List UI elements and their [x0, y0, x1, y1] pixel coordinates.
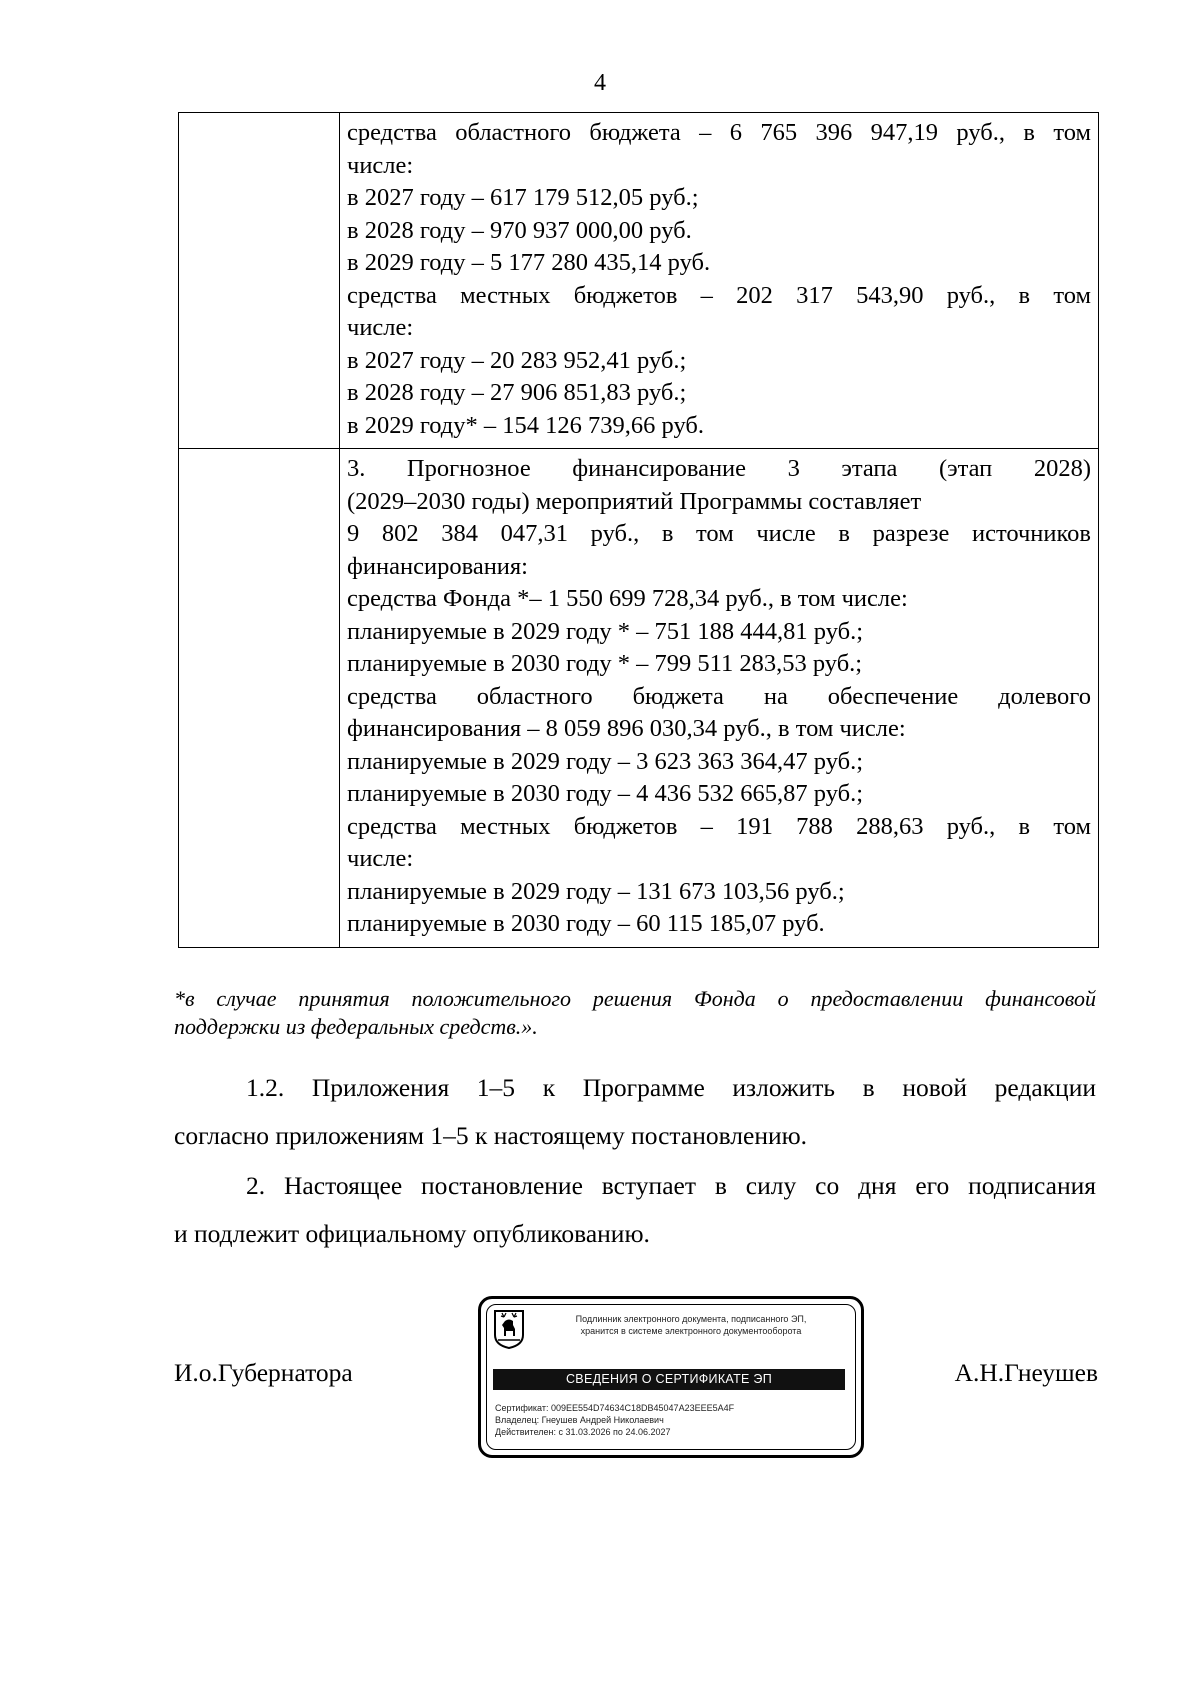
signatory-position: И.о.Губернатора — [174, 1358, 353, 1387]
stamp-header-line: Подлинник электронного документа, подписанного ЭП, — [575, 1314, 807, 1324]
table-line: в 2027 году – 617 179 512,05 руб.; — [347, 184, 699, 211]
paragraph-line: 2. Настоящее постановление вступает в силу со дня его подписания — [246, 1171, 1096, 1200]
page-number: 4 — [594, 70, 606, 96]
table-line: в 2027 году – 20 283 952,41 руб.; — [347, 346, 687, 374]
footnote — [174, 985, 1096, 1041]
electronic-signature-stamp — [478, 1296, 864, 1458]
table-row — [179, 449, 1099, 948]
certificate-validity: Действителен: с 31.03.2026 по 24.06.2027 — [495, 1427, 671, 1437]
table-line: в 2029 году – 5 177 280 435,14 руб. — [347, 249, 711, 276]
table-line: числе: — [347, 151, 414, 179]
table-line: планируемые в 2029 году – 3 623 363 364,47 руб.; — [347, 747, 864, 775]
table-line: 9 802 384 047,31 руб., в том числе в разрезе источников — [347, 520, 1091, 547]
table-cell-empty — [179, 113, 340, 449]
table-cell-empty — [179, 449, 340, 948]
table-line: средства местных бюджетов – 191 788 288,63 руб., в том — [347, 812, 1091, 840]
paragraph-line: согласно приложениям 1–5 к настоящему постановлению. — [174, 1121, 808, 1150]
paragraph-1-2 — [174, 1064, 1096, 1160]
table-row — [179, 113, 1099, 449]
certificate-owner: Владелец: Гнеушев Андрей Николаевич — [495, 1415, 664, 1425]
footnote-line: *в случае принятия положительного решения Фонда о предоставлении финансовой — [174, 986, 1096, 1011]
deer-emblem-icon — [493, 1309, 525, 1349]
table-line: планируемые в 2029 году * – 751 188 444,81 руб.; — [347, 617, 864, 645]
signatory-name: А.Н.Гнеушев — [954, 1358, 1098, 1387]
paragraph-2 — [174, 1162, 1096, 1258]
table-cell-content — [340, 113, 1099, 449]
table-line: 3. Прогнозное финансирование 3 этапа (этап 2028) — [347, 455, 1091, 482]
table-line: средства областного бюджета – 6 765 396 947,19 руб., в том — [347, 119, 1091, 146]
table-line: в 2028 году – 970 937 000,00 руб. — [347, 216, 692, 244]
table-cell-content — [340, 449, 1099, 948]
table-line: средства местных бюджетов – 202 317 543,90 руб., в том — [347, 281, 1091, 309]
certificate-number: Сертификат: 009EE554D74634C18DB45047A23EEE5A4F — [495, 1403, 735, 1413]
table-line: планируемые в 2030 году – 60 115 185,07 руб. — [347, 910, 825, 937]
paragraph-line: и подлежит официальному опубликованию. — [174, 1219, 650, 1248]
table-line: финансирования – 8 059 896 030,34 руб., в том числе: — [347, 715, 906, 742]
table-line: средства областного бюджета на обеспечение долевого — [347, 682, 1091, 710]
table-line: финансирования: — [347, 552, 528, 580]
table-line: средства Фонда *– 1 550 699 728,34 руб., в том числе: — [347, 585, 908, 612]
financing-table — [178, 112, 1099, 948]
stamp-header — [541, 1313, 841, 1337]
stamp-info — [495, 1402, 734, 1438]
stamp-header-line: хранится в системе электронного документооборота — [580, 1326, 802, 1336]
table-line: числе: — [347, 845, 414, 872]
table-line: планируемые в 2030 году – 4 436 532 665,87 руб.; — [347, 780, 864, 807]
table-line: (2029–2030 годы) мероприятий Программы составляет — [347, 487, 922, 515]
footnote-line: поддержки из федеральных средств.». — [174, 1014, 538, 1039]
paragraph-line: 1.2. Приложения 1–5 к Программе изложить в новой редакции — [246, 1073, 1096, 1102]
table-line: планируемые в 2029 году – 131 673 103,56 руб.; — [347, 877, 845, 905]
table-line: числе: — [347, 314, 414, 341]
table-line: в 2029 году* – 154 126 739,66 руб. — [347, 411, 704, 439]
table-line: в 2028 году – 27 906 851,83 руб.; — [347, 379, 687, 406]
stamp-title: СВЕДЕНИЯ О СЕРТИФИКАТЕ ЭП — [493, 1369, 845, 1390]
table-line: планируемые в 2030 году * – 799 511 283,53 руб.; — [347, 650, 863, 677]
